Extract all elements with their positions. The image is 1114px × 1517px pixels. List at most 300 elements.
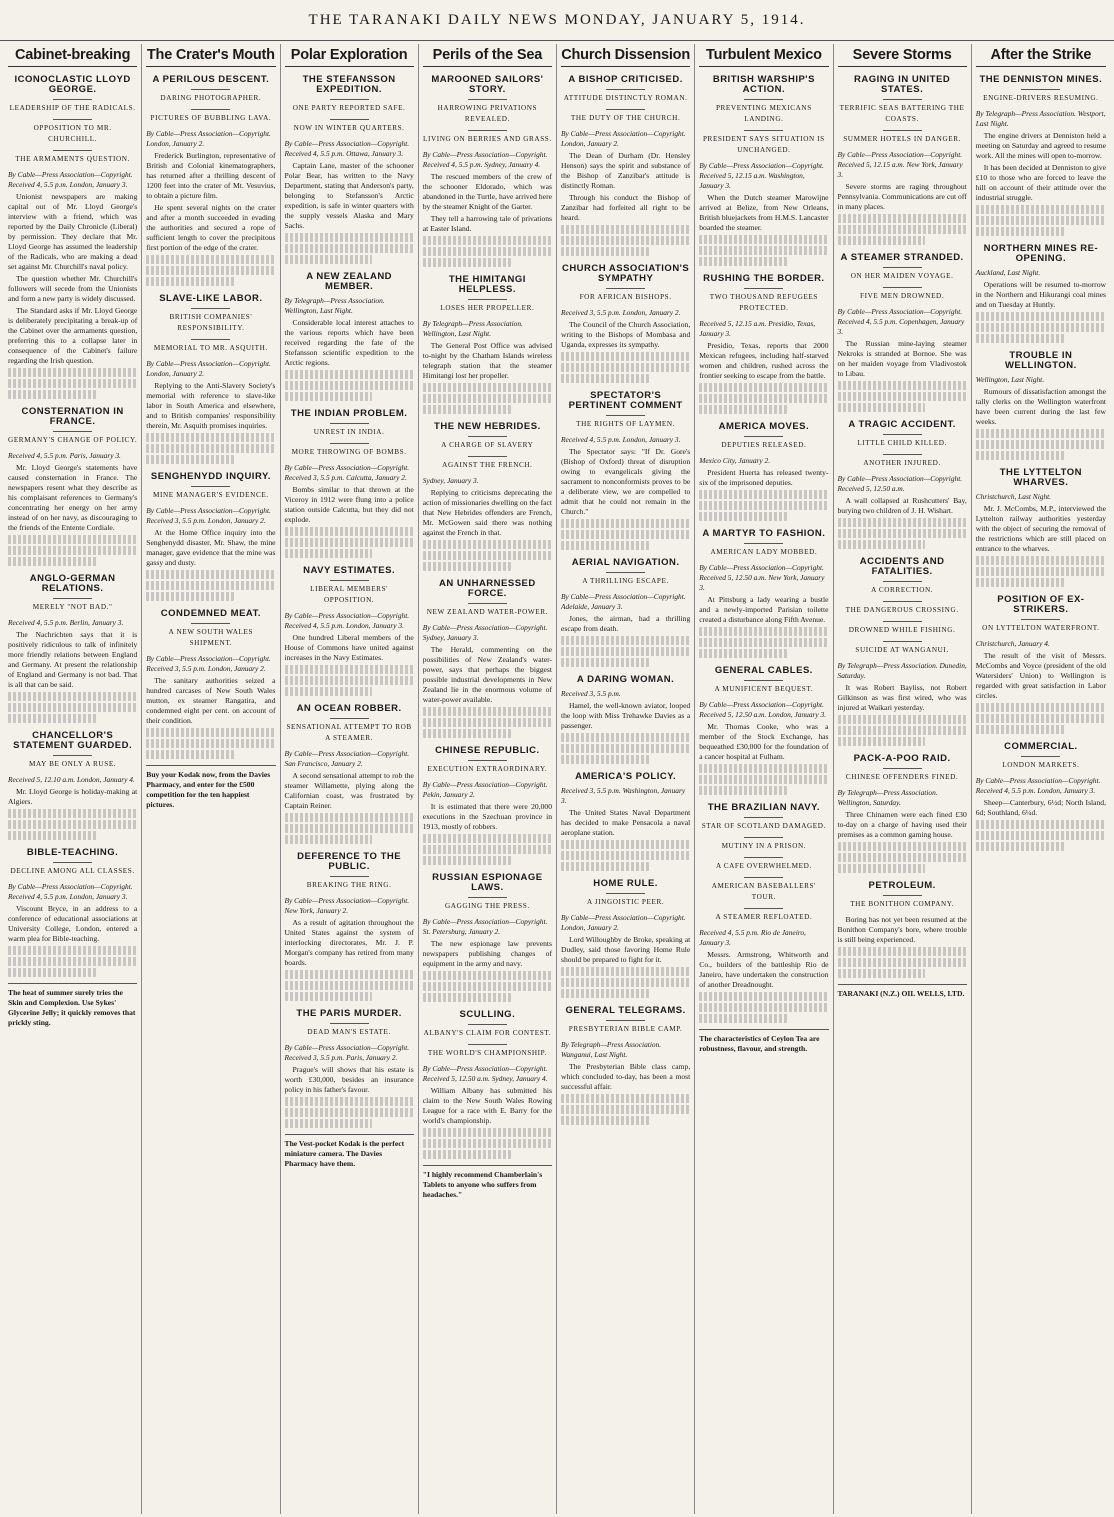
story-paragraph: Considerable local interest attaches to the various reports which have been received regarding the fate of the Stefansson scientific expedition to the Arctic regions. <box>284 318 414 367</box>
text-continuation <box>285 824 414 833</box>
text-continuation <box>8 546 137 555</box>
text-continuation <box>561 647 690 656</box>
text-continuation <box>976 440 1106 449</box>
text-continuation <box>146 728 275 737</box>
story-paragraph: It is estimated that there were 20,000 executions in the Szechuan province in 1913, mostly of robbers. <box>422 802 552 831</box>
story-title: CHANCELLOR'S STATEMENT GUARDED. <box>13 730 133 751</box>
story-paragraph: The Nachrichten says that it is positively ridiculous to talk of infinitely more friendly relations between England and Germany. At present the relationship of England and Germany is not bad. That is all that can be said. <box>8 630 138 689</box>
dateline: By Cable—Press Association—Copyright. Received 5, 12.15 a.m. New York, January 3. <box>837 150 963 179</box>
story <box>285 1009 414 1128</box>
text-continuation <box>423 993 511 1002</box>
dateline: Received 4, 5.5 p.m. Paris, January 3. <box>8 451 121 460</box>
text-continuation <box>976 714 1106 723</box>
text-continuation <box>146 570 275 579</box>
advertisement: Buy your Kodak now, from the Davies Pharmacy, and enter for the £500 competition for the ten happiest pictures. <box>146 765 275 810</box>
story-title: SCULLING. <box>459 1009 516 1020</box>
rule-divider <box>883 601 922 602</box>
advertisement: "I highly recommend Chamberlain's Tablets to anyone who suffers from headaches." <box>423 1165 552 1200</box>
story <box>423 275 552 414</box>
story-title: THE DENNISTON MINES. <box>979 74 1103 85</box>
rule-divider <box>330 99 369 100</box>
text-continuation <box>976 451 1065 460</box>
story <box>976 742 1106 851</box>
story-title: RUSHING THE BORDER. <box>703 273 825 284</box>
text-continuation <box>8 831 96 840</box>
text-continuation <box>838 518 967 527</box>
rule-divider <box>744 543 783 544</box>
rule-divider <box>191 109 230 110</box>
text-continuation <box>8 535 137 544</box>
dateline: By Telegraph—Press Association. Dunedin, Saturday. <box>837 661 967 680</box>
rule-divider <box>744 908 783 909</box>
dateline: By Cable—Press Association—Copyright. Sydney, January 3. <box>422 623 548 642</box>
text-continuation <box>699 775 828 784</box>
text-continuation <box>8 368 137 377</box>
story-paragraph: The Russian mine-laying steamer Nekroks is stranded at Bornoe. She was on her maiden voyage from Vladivostok to Libau. <box>837 339 967 378</box>
story-deck: ALBANY'S CLAIM FOR CONTEST. <box>423 1029 552 1037</box>
story-paragraph: The General Post Office was advised to-night by the Chatham Islands wireless telegraph station that the steamer Himitangi lost her propeller. <box>422 341 552 380</box>
rule-divider <box>606 109 645 110</box>
rule-divider <box>744 130 783 131</box>
story-paragraph: The new espionage law prevents newspapers publishing changes of equipment in the army and navy. <box>422 939 552 968</box>
dateline: Received 3, 5.5 p.m. London, January 2. <box>561 308 681 317</box>
rule-divider <box>330 1023 369 1024</box>
story-deck: MEMORIAL TO MR. ASQUITH. <box>153 344 268 352</box>
story-paragraph: When the Dutch steamer Marowijne arrived at Belize, from New Orleans, British bluejackets from H.M.S. Lancaster boarded the steamer. <box>699 193 829 232</box>
story-deck: A THRILLING ESCAPE. <box>582 577 669 585</box>
column-3 <box>281 44 419 1514</box>
text-continuation <box>8 557 96 566</box>
story-paragraph: As a result of agitation throughout the United States against the system of interlocking directorates, Mr. J. P. Morgan's company has retired from many boards. <box>284 918 414 967</box>
story-title: A TRAGIC ACCIDENT. <box>848 419 956 430</box>
story-deck: ONE PARTY REPORTED SAFE. <box>292 104 406 112</box>
rule-divider <box>744 877 783 878</box>
story-title: ICONOCLASTIC LLOYD GEORGE. <box>14 74 131 95</box>
story <box>561 879 690 998</box>
dateline: By Cable—Press Association—Copyright. London, January 2. <box>561 129 686 148</box>
story-deck: PRESBYTERIAN BIBLE CAMP. <box>568 1025 683 1033</box>
dateline: By Cable—Press Association—Copyright. Received 3, 5.5 p.m. Paris, January 2. <box>284 1043 410 1062</box>
dateline: By Telegraph—Press Association. Wellington, Last Night. <box>284 296 385 315</box>
story-paragraph: The Council of the Church Association, writing to the Bishops of Mombasa and Uganda, expresses its sympathy. <box>561 320 691 349</box>
dateline: Received 4, 5.5 p.m. Berlin, January 3. <box>8 618 124 627</box>
text-continuation <box>146 750 234 759</box>
rule-divider <box>606 893 645 894</box>
text-continuation <box>423 405 511 414</box>
text-continuation <box>976 216 1106 225</box>
story <box>976 75 1106 236</box>
dateline: Christchurch, January 4. <box>975 639 1050 648</box>
rule-divider <box>468 456 507 457</box>
column-heading: Turbulent Mexico <box>699 44 828 67</box>
story-deck: BREAKING THE RING. <box>306 881 392 889</box>
text-continuation <box>838 214 967 223</box>
story <box>285 852 414 1001</box>
story-title: THE LYTTELTON WHARVES. <box>999 467 1083 488</box>
text-continuation <box>561 225 690 234</box>
story <box>8 407 137 566</box>
story-title: THE STEFANSSON EXPEDITION. <box>302 74 396 95</box>
story <box>561 675 690 764</box>
rule-divider <box>330 119 369 120</box>
dateline: By Cable—Press Association—Copyright. Received 5, 12.50 a.m. Sydney, January 4. <box>422 1064 548 1083</box>
rule-divider <box>744 99 783 100</box>
column-7 <box>834 44 972 1514</box>
rule-divider <box>191 623 230 624</box>
story-title: COMMERCIAL. <box>1004 741 1078 752</box>
text-continuation <box>838 726 967 735</box>
story-paragraph: He spent several nights on the crater and after a month succeeded in evading the authorities and secured a rope of sufficient length to cover the precipitous first portion of the edge of the crater. <box>146 203 276 252</box>
story-deck: LOSES HER PROPELLER. <box>440 304 535 312</box>
rule-divider <box>883 130 922 131</box>
text-continuation <box>976 227 1065 236</box>
text-continuation <box>976 703 1106 712</box>
story-deck: DEPUTIES RELEASED. <box>721 441 807 449</box>
story-deck: AMERICAN BASEBALLERS' TOUR. <box>711 882 817 901</box>
text-continuation <box>423 982 552 991</box>
story-deck: ON HER MAIDEN VOYAGE. <box>850 272 954 280</box>
story-paragraph: They tell a harrowing tale of privations at Easter Island. <box>422 214 552 233</box>
text-continuation <box>699 246 828 255</box>
text-continuation <box>285 381 414 390</box>
column-heading: The Crater's Mouth <box>146 44 275 67</box>
story-paragraph: Rumours of dissatisfaction amongst the tally clerks on the Wellington waterfront have been current during the last few weeks. <box>975 387 1106 426</box>
column-heading: Cabinet-breaking <box>8 44 137 67</box>
rule-divider <box>330 423 369 424</box>
dateline: By Cable—Press Association—Copyright. Received 5, 12.50 a.m. London, January 3. <box>699 700 827 719</box>
story-deck: LEADERSHIP OF THE RADICALS. <box>9 104 136 112</box>
story-paragraph: Mr. Lloyd George is holiday-making at Algiers. <box>8 787 138 806</box>
story-paragraph: Boring has not yet been resumed at the Bonithon Company's bore, where trouble is still being experienced. <box>837 915 967 944</box>
story-deck: DARING PHOTOGRAPHER. <box>160 94 262 102</box>
story <box>561 391 690 550</box>
text-continuation <box>8 946 137 955</box>
text-continuation <box>838 864 926 873</box>
story-title: THE INDIAN PROBLEM. <box>290 408 408 419</box>
dateline: By Cable—Press Association—Copyright. Received 3, 5.5 p.m. Calcutta, January 2. <box>284 463 410 482</box>
story <box>423 75 552 267</box>
rule-divider <box>744 857 783 858</box>
story-title: THE NEW HEBRIDES. <box>434 421 541 432</box>
text-continuation <box>561 658 649 667</box>
story-paragraph: Mr. Thomas Cooke, who was a member of the Stock Exchange, has bequeathed £30,000 for the foundation of a cancer hospital at Fulham. <box>699 722 829 761</box>
story-title: PACK-A-POO RAID. <box>853 753 951 764</box>
rule-divider <box>883 287 922 288</box>
text-continuation <box>838 540 926 549</box>
text-continuation <box>699 638 828 647</box>
dateline: Auckland, Last Night. <box>975 268 1041 277</box>
story <box>976 244 1106 343</box>
dateline: By Cable—Press Association—Copyright. Received 4, 5.5 p.m. London, January 3. <box>975 776 1101 795</box>
story-title: MAROONED SAILORS' STORY. <box>431 74 544 95</box>
dateline: Sydney, January 3. <box>422 476 479 485</box>
rule-divider <box>883 434 922 435</box>
story-deck: EXECUTION EXTRAORDINARY. <box>427 765 548 773</box>
text-continuation <box>285 392 373 401</box>
story-title: CONSTERNATION IN FRANCE. <box>21 406 124 427</box>
dateline: Received 5, 12.15 a.m. Presidio, Texas, January 3. <box>699 319 816 338</box>
text-continuation <box>285 981 414 990</box>
masthead: THE TARANAKI DAILY NEWS MONDAY, JANUARY 5, 1914. <box>0 0 1114 41</box>
text-continuation <box>8 957 137 966</box>
text-continuation <box>561 978 690 987</box>
text-continuation <box>561 755 649 764</box>
text-continuation <box>976 323 1106 332</box>
dateline: Wellington, Last Night. <box>975 375 1045 384</box>
story-title: ANGLO-GERMAN RELATIONS. <box>29 573 116 594</box>
rule-divider <box>191 308 230 309</box>
dateline: By Telegraph—Press Association. Wellington, Saturday. <box>837 788 938 807</box>
story-deck: LIVING ON BERRIES AND GRASS. <box>422 135 552 143</box>
story-title: HOME RULE. <box>593 878 658 889</box>
story-title: NORTHERN MINES RE-OPENING. <box>983 243 1099 264</box>
story-deck: TWO THOUSAND REFUGEES PROTECTED. <box>709 293 819 312</box>
story-deck: MAY BE ONLY A RUSE. <box>29 760 117 768</box>
story-paragraph: Sheep—Canterbury, 6½d; North Island, 6d; Southland, 6¼d. <box>975 798 1106 817</box>
dateline: By Cable—Press Association—Copyright. Received 4, 5.5 p.m. London, January 3. <box>8 170 133 189</box>
story <box>838 75 967 245</box>
text-continuation <box>423 247 552 256</box>
text-continuation <box>423 236 552 245</box>
story-paragraph: The question whether Mr. Churchill's followers will secede from the Unionists and form a new party is widely discussed. <box>8 274 138 303</box>
story-title: AN OCEAN ROBBER. <box>296 703 402 714</box>
story <box>423 746 552 865</box>
story-deck: ON LYTTELTON WATERFRONT. <box>982 624 1100 632</box>
story <box>561 264 690 383</box>
advertisement: The characteristics of Ceylon Tea are robustness, flavour, and strength. <box>699 1029 828 1054</box>
story-deck: MINE MANAGER'S EVIDENCE. <box>153 491 269 499</box>
story <box>976 468 1106 587</box>
dateline: Received 5, 12.10 a.m. London, January 4. <box>8 775 135 784</box>
story-deck: HARROWING PRIVATIONS REVEALED. <box>437 104 538 123</box>
story-deck: GERMANY'S CHANGE OF POLICY. <box>8 436 138 444</box>
text-continuation <box>976 556 1106 565</box>
text-continuation <box>699 1014 787 1023</box>
text-continuation <box>561 519 690 528</box>
rule-divider <box>468 897 507 898</box>
rule-divider <box>468 760 507 761</box>
story-deck: LONDON MARKETS. <box>1002 761 1080 769</box>
text-continuation <box>838 403 926 412</box>
text-continuation <box>838 715 967 724</box>
rule-divider <box>53 99 92 100</box>
text-continuation <box>423 971 552 980</box>
text-continuation <box>146 433 275 442</box>
story-paragraph: Replying to the Anti-Slavery Society's memorial with reference to slave-like labor in South America and elsewhere, and to British companies' responsibility therein, Mr. Asquith promises inquiries. <box>146 381 276 430</box>
story-paragraph: Prague's will shows that his estate is worth £30,000, besides an insurance policy in his father's favour. <box>284 1065 414 1094</box>
dateline: Received 3, 5.5 p.m. <box>561 689 621 698</box>
text-continuation <box>976 429 1106 438</box>
rule-divider <box>606 572 645 573</box>
text-continuation <box>423 1150 511 1159</box>
story-paragraph: At Pittsburg a lady wearing a bustle and a newly-imported Parisian toilette created a disturbance along Fifth Avenue. <box>699 595 829 624</box>
text-continuation <box>838 842 967 851</box>
dateline: By Cable—Press Association—Copyright. Received 5, 12.50 a.m. <box>837 474 963 493</box>
story-deck: MERELY "NOT BAD." <box>32 603 113 611</box>
story-paragraph: The Standard asks if Mr. Lloyd George is deliberately precipitating a break-up of the Cabinet over the armaments question, preferring this to a collapse later in consequence of the Cabinet's failure regarding the Irish question. <box>8 306 138 365</box>
story <box>146 294 275 464</box>
story-deck: DECLINE AMONG ALL CLASSES. <box>10 867 135 875</box>
rule-divider <box>883 454 922 455</box>
text-continuation <box>285 835 373 844</box>
story <box>285 409 414 558</box>
story-deck: LIBERAL MEMBERS' OPPOSITION. <box>310 585 389 604</box>
text-continuation <box>285 813 414 822</box>
rule-divider <box>744 288 783 289</box>
story-deck: MORE THROWING OF BOMBS. <box>291 448 407 456</box>
text-continuation <box>423 383 552 392</box>
story-paragraph: Messrs. Armstrong, Whitworth and Co., builders of the battleship Rio de Janeiro, have undertaken the construction of another Dreadnought. <box>699 950 829 989</box>
rule-divider <box>883 768 922 769</box>
rule-divider <box>53 598 92 599</box>
story <box>285 272 414 401</box>
story-paragraph: The United States Naval Department has decided to make Pensacola a naval aeroplane station. <box>561 808 691 837</box>
story-deck: THE WORLD'S CHAMPIONSHIP. <box>427 1049 547 1057</box>
text-continuation <box>423 718 552 727</box>
story-deck: THE BONITHON COMPANY. <box>850 900 955 908</box>
dateline: By Cable—Press Association—Copyright. London, January 2. <box>146 129 271 148</box>
text-continuation <box>285 233 414 242</box>
story <box>8 75 137 399</box>
text-continuation <box>561 374 649 383</box>
rule-divider <box>883 99 922 100</box>
story-paragraph: It has been decided at Denniston to give £10 to those who are forced to leave the hill on account of their attitude over the industrial struggle. <box>975 163 1106 202</box>
story-title: DEFERENCE TO THE PUBLIC. <box>297 851 402 872</box>
text-continuation <box>8 968 96 977</box>
story-paragraph: Presidio, Texas, reports that 2000 Mexican refugees, including half-starved women and children, rushed across the frontier seeking to escape from the battle. <box>699 341 829 380</box>
rule-divider <box>883 581 922 582</box>
story-deck: A NEW SOUTH WALES SHIPMENT. <box>168 628 254 647</box>
rule-divider <box>468 99 507 100</box>
text-continuation <box>146 255 275 264</box>
text-continuation <box>146 266 275 275</box>
story-title: CHURCH ASSOCIATION'S SYMPATHY <box>561 263 690 284</box>
story-deck: PRESIDENT SAYS SITUATION IS UNCHANGED. <box>702 135 825 154</box>
story <box>285 566 414 696</box>
text-continuation <box>8 390 96 399</box>
text-continuation <box>146 739 275 748</box>
story-paragraph: It was Robert Bayliss, not Robert Gilkinson as was first wired, who was injured at Waikari yesterday. <box>837 683 967 712</box>
text-continuation <box>699 786 787 795</box>
rule-divider <box>744 837 783 838</box>
rule-divider <box>330 443 369 444</box>
text-continuation <box>146 455 234 464</box>
story-title: THE BRAZILIAN NAVY. <box>707 802 820 813</box>
dateline: By Cable—Press Association—Copyright. Received 4, 5.5 p.m. Copenhagen, January 3. <box>837 307 965 336</box>
dateline: By Cable—Press Association—Copyright. San Francisco, January 2. <box>284 749 410 768</box>
rule-divider <box>883 621 922 622</box>
text-continuation <box>699 405 787 414</box>
text-continuation <box>838 529 967 538</box>
text-continuation <box>976 842 1065 851</box>
dateline: Received 4, 5.5 p.m. Rio de Janeiro, January 3. <box>699 928 806 947</box>
story-paragraph: Jones, the airman, had a thrilling escape from death. <box>561 614 691 633</box>
rule-divider <box>53 119 92 120</box>
story <box>699 422 828 521</box>
rule-divider <box>330 580 369 581</box>
story-deck: THE ARMAMENTS QUESTION. <box>15 155 130 163</box>
story-deck: BRITISH COMPANIES' RESPONSIBILITY. <box>169 313 253 332</box>
text-continuation <box>8 809 137 818</box>
rule-divider <box>1021 756 1060 757</box>
story <box>699 666 828 795</box>
story-paragraph: The result of the visit of Messrs. McCombs and Voyce (president of the old Watersiders' Union) to Wellington is regarded with great satisfaction in Labor circles. <box>975 651 1106 700</box>
text-continuation <box>561 247 649 256</box>
text-continuation <box>976 725 1065 734</box>
story-title: CHINESE REPUBLIC. <box>435 745 540 756</box>
rule-divider <box>191 339 230 340</box>
dateline: Mexico City, January 2. <box>699 456 771 465</box>
text-continuation <box>561 530 690 539</box>
text-continuation <box>561 1094 690 1103</box>
column-4 <box>419 44 557 1514</box>
dateline: By Cable—Press Association—Copyright. Received 3, 5.5 p.m. London, January 2. <box>146 654 271 673</box>
story-title: BRITISH WARSHIP'S ACTION. <box>712 74 815 95</box>
text-continuation <box>699 394 828 403</box>
story <box>285 75 414 264</box>
dateline: By Cable—Press Association—Copyright. St. Petersburg, January 2. <box>422 917 548 936</box>
story-deck: A JINGOISTIC PEER. <box>586 898 665 906</box>
column-heading: Perils of the Sea <box>423 44 552 67</box>
text-continuation <box>285 244 414 253</box>
story-title: GENERAL TELEGRAMS. <box>565 1005 686 1016</box>
dateline: By Telegraph—Press Association. Wanganui, Last Night. <box>561 1040 662 1059</box>
story-deck: SENSATIONAL ATTEMPT TO ROB A STEAMER. <box>286 723 412 742</box>
text-continuation <box>423 834 552 843</box>
story-title: PETROLEUM. <box>868 880 936 891</box>
story-paragraph: Severe storms are raging throughout Pennsylvania. Communications are cut off in many places. <box>837 182 967 211</box>
text-continuation <box>423 1139 552 1148</box>
rule-divider <box>606 89 645 90</box>
story-deck: ATTITUDE DISTINCTLY ROMAN. <box>563 94 688 102</box>
story <box>423 873 552 1002</box>
rule-divider <box>883 267 922 268</box>
story-deck: NOW IN WINTER QUARTERS. <box>293 124 405 132</box>
text-continuation <box>146 277 234 286</box>
story-paragraph: The Spectator says: "If Dr. Gore's (Bishop of Oxford) threat of disruption owing to evangelicals giving the sacrament to nonconformists proves to be a deliberate view, we are compelled to admit that he could not remain in the Church." <box>561 447 691 516</box>
rule-divider <box>468 603 507 604</box>
text-continuation <box>699 992 828 1001</box>
story-paragraph: Through his conduct the Bishop of Zanzibar had forfeited all right to be heard. <box>561 193 691 222</box>
story-title: A MARTYR TO FASHION. <box>702 528 826 539</box>
story-deck: AMERICAN LADY MOBBED. <box>710 548 818 556</box>
story-title: CONDEMNED MEAT. <box>160 608 261 619</box>
text-continuation <box>285 255 373 264</box>
story-title: RAGING IN UNITED STATES. <box>854 74 951 95</box>
story-paragraph: The Herald, commenting on the possibilities of New Zealand's water-power, says that perhaps the biggest possible industrial developments in New Zealand lie in the enormous volume of water-power available. <box>422 645 552 704</box>
dateline: By Cable—Press Association—Copyright. London, January 2. <box>146 359 271 378</box>
text-continuation <box>838 958 967 967</box>
text-continuation <box>8 379 137 388</box>
story-deck: FOR AFRICAN BISHOPS. <box>579 293 672 301</box>
rule-divider <box>330 876 369 877</box>
story <box>838 754 967 873</box>
text-continuation <box>561 744 690 753</box>
story-deck: STAR OF SCOTLAND DAMAGED. <box>701 822 826 830</box>
story-paragraph: Captain Lane, master of the schooner Polar Bear, has written to the Navy Department, stating that Anderson's party, belonging to Stefansson's Arctic expedition, is safe in winter quarters with the supply vessels Alaska and Mary Sachs. <box>284 161 414 230</box>
advertisement: TARANAKI (N.Z.) OIL WELLS, LTD. <box>838 984 967 999</box>
text-continuation <box>8 703 137 712</box>
story <box>8 848 137 977</box>
story-title: SLAVE-LIKE LABOR. <box>159 293 263 304</box>
story-title: NAVY ESTIMATES. <box>303 565 396 576</box>
column-6 <box>695 44 833 1514</box>
story-title: A BISHOP CRITICISED. <box>568 74 683 85</box>
story <box>146 609 275 759</box>
text-continuation <box>423 1128 552 1137</box>
story-title: THE PARIS MURDER. <box>296 1008 402 1019</box>
story-paragraph: The rescued members of the crew of the schooner Eldorado, which was abandoned in the Turtle, have arrived here by the steamer Knight of the Garter. <box>422 172 552 211</box>
